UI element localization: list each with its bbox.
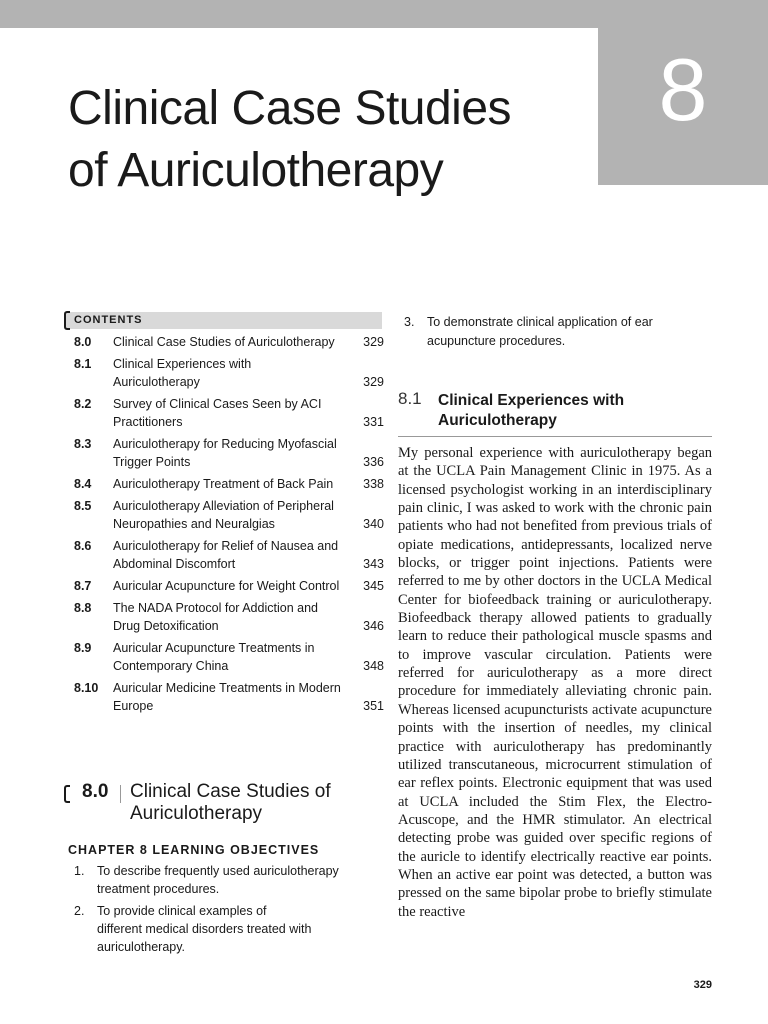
toc-entry-title [113, 435, 358, 471]
toc-entry-page: 343 [363, 557, 384, 571]
section-title-line2: Auriculotherapy [438, 412, 557, 429]
section-title-line2: Auriculotherapy [130, 803, 263, 824]
table-of-contents [74, 333, 384, 719]
toc-entry-number: 8.2 [74, 397, 92, 411]
objective-number: 3. [404, 315, 415, 329]
toc-entry-page: 348 [363, 659, 384, 673]
toc-entry-title [113, 599, 358, 635]
learning-objective-3 [404, 313, 714, 351]
learning-objective [74, 862, 384, 898]
chapter-title-line2: of Auriculotherapy [68, 144, 444, 197]
toc-entry-number: 8.4 [74, 477, 92, 491]
chapter-title [68, 78, 588, 202]
toc-entry-page: 351 [363, 699, 384, 713]
toc-entry-title-line: Auricular Acupuncture for Weight Control [113, 579, 340, 593]
toc-entry-page: 329 [363, 335, 384, 349]
toc-entry-title-line: Auricular Acupuncture Treatments in [113, 641, 315, 655]
toc-entry-title-line: The NADA Protocol for Addiction and [113, 601, 318, 615]
toc-entry [74, 537, 384, 573]
objective-line: treatment procedures. [97, 882, 220, 896]
section-divider [120, 785, 121, 803]
toc-entry-title [113, 537, 358, 573]
toc-entry-number: 8.9 [74, 641, 92, 655]
objective-number: 1. [74, 864, 85, 878]
toc-entry-title-line: Clinical Experiences with [113, 357, 252, 371]
toc-entry-number: 8.8 [74, 601, 92, 615]
toc-entry [74, 333, 384, 351]
toc-entry [74, 497, 384, 533]
objective-number: 2. [74, 904, 85, 918]
toc-entry-page: 346 [363, 619, 384, 633]
toc-entry [74, 599, 384, 635]
toc-entry-number: 8.0 [74, 335, 92, 349]
toc-entry-title-line: Auriculotherapy for Relief of Nausea and [113, 539, 339, 553]
section-8-1-heading [398, 389, 712, 437]
objective-line: To demonstrate clinical application of ear [427, 315, 653, 329]
objective-line: acupuncture procedures. [427, 334, 566, 348]
toc-entry-title-line: Practitioners [113, 415, 183, 429]
chapter-number-box [598, 28, 768, 185]
toc-entry-title-line: Abdominal Discomfort [113, 557, 236, 571]
chapter-number: 8 [658, 40, 708, 139]
toc-entry-title-line: Survey of Clinical Cases Seen by ACI [113, 397, 322, 411]
toc-entry-title [113, 679, 358, 715]
objective-text [427, 313, 714, 351]
objective-text [97, 862, 384, 898]
toc-entry-title-line: Auriculotherapy Treatment of Back Pain [113, 477, 334, 491]
toc-entry-page: 340 [363, 517, 384, 531]
toc-entry-title [113, 577, 358, 595]
toc-entry-title [113, 497, 358, 533]
section-bracket-mark [64, 785, 70, 803]
toc-entry-title [113, 333, 358, 351]
toc-entry-title-line: Auriculotherapy Alleviation of Peripheral [113, 499, 334, 513]
toc-entry [74, 435, 384, 471]
toc-entry-number: 8.10 [74, 681, 99, 695]
toc-entry-title-line: Drug Detoxification [113, 619, 219, 633]
toc-entry-number: 8.1 [74, 357, 92, 371]
toc-entry-number: 8.5 [74, 499, 92, 513]
toc-entry-title-line: Neuropathies and Neuralgias [113, 517, 275, 531]
toc-entry-page: 331 [363, 415, 384, 429]
toc-entry-title [113, 355, 358, 391]
toc-entry-page: 336 [363, 455, 384, 469]
toc-entry [74, 639, 384, 675]
toc-entry [74, 355, 384, 391]
page-number: 329 [693, 979, 712, 991]
body-paragraph: My personal experience with auriculotherapy began at the UCLA Pain Management Clinic in 1975. As a licensed psychologist working in an interdisciplinary pain clinic, I was asked to work with the chronic pain patients who had not benefited from previous trials of opiate medications, antidepressants, localized nerve blocks, or trigger point injections. Patients were referred to me by other doctors in the UCLA Medical Center for biofeedback training or auriculotherapy. Biofeedback therapy allowed patients to gradually learn to reduce their pathological muscle spasms and to improve vascular circulation. Patients were referred for auriculotherapy as a more direct procedure for immediately alleviating chronic pain. Whereas licensed acupuncturists activate acupuncture points with the insertion of needles, my clinical practice with auriculotherapy has predominantly utilized transcutaneous, microcurrent stimulation of ear reflex points. Electronic equipment that was used at UCLA included the Stim Flex, the Electro-Acuscope, and the HMR stimulator. An electrical detecting probe was guided over specific regions of the auricle to identify electrically reactive ear points. When an active ear point was detected, a button was pressed on the same bipolar probe to briefly stimulate the reactive [398, 445, 712, 920]
section-title-line1: Clinical Case Studies of [130, 781, 331, 802]
toc-entry [74, 475, 384, 493]
toc-entry-title [113, 475, 358, 493]
toc-entry-title-line: Auricular Medicine Treatments in Modern [113, 681, 341, 695]
toc-entry-number: 8.3 [74, 437, 92, 451]
toc-entry-title [113, 395, 358, 431]
section-number: 8.0 [82, 781, 109, 802]
toc-entry-title-line: Auriculotherapy for Reducing Myofascial [113, 437, 337, 451]
objective-line: To provide clinical examples of [97, 904, 267, 918]
contents-bracket-mark [64, 311, 70, 330]
section-title [438, 391, 698, 431]
section-title-line1: Clinical Experiences with [438, 392, 625, 409]
contents-label: CONTENTS [74, 314, 143, 326]
toc-entry-number: 8.7 [74, 579, 92, 593]
section-title [130, 781, 390, 825]
objective-line: different medical disorders treated with [97, 922, 312, 936]
toc-entry-title [113, 639, 358, 675]
learning-objectives-list [74, 862, 384, 960]
top-band [0, 0, 768, 28]
contents-header [64, 312, 382, 329]
toc-entry-title-line: Europe [113, 699, 154, 713]
objective-line: To describe frequently used auriculotherapy [97, 864, 339, 878]
toc-entry-title-line: Auriculotherapy [113, 375, 200, 389]
learning-objectives-title: CHAPTER 8 LEARNING OBJECTIVES [68, 843, 320, 857]
toc-entry [74, 679, 384, 715]
toc-entry-number: 8.6 [74, 539, 92, 553]
toc-entry [74, 395, 384, 431]
section-number: 8.1 [398, 389, 422, 408]
toc-entry-title-line: Contemporary China [113, 659, 229, 673]
toc-entry-page: 329 [363, 375, 384, 389]
objective-text [97, 902, 384, 956]
toc-entry-page: 345 [363, 579, 384, 593]
toc-entry-page: 338 [363, 477, 384, 491]
toc-entry [74, 577, 384, 595]
toc-entry-title-line: Clinical Case Studies of Auriculotherapy [113, 335, 335, 349]
learning-objective [74, 902, 384, 956]
objective-line: auriculotherapy. [97, 940, 186, 954]
toc-entry-title-line: Trigger Points [113, 455, 191, 469]
chapter-title-line1: Clinical Case Studies [68, 82, 512, 135]
